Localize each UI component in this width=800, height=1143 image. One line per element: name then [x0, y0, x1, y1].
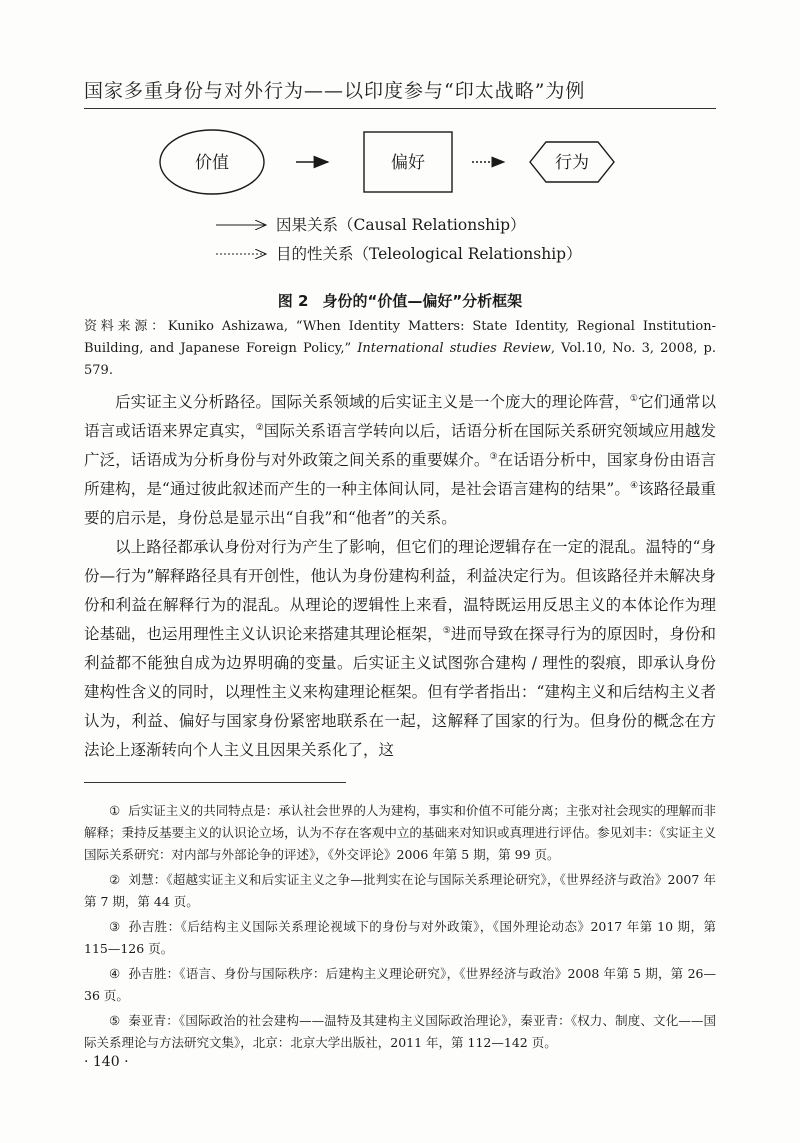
footnote-mark: ④	[109, 966, 121, 981]
footnote-mark: ①	[109, 803, 121, 818]
running-header: 国家多重身份与对外行为——以印度参与“印太战略”为例	[84, 80, 586, 102]
footnote-text: 孙吉胜：《后结构主义国际关系理论视域下的身份与对外政策》，《国外理论动态》2017 年第 10 期，第 115—126 页。	[84, 919, 716, 956]
p1-text-b: 它们通常以语言或话语来界定真实，	[84, 393, 716, 440]
legend-teleological-label: 目的性关系（Teleological Relationship）	[276, 245, 582, 263]
footnote-rule	[84, 782, 346, 783]
footnote-text: 刘慧：《超越实证主义和后实证主义之争—批判实在论与国际关系理论研究》，《世界经济与政治》2007 年第 7 期，第 44 页。	[84, 872, 716, 909]
footnote-text: 后实证主义的共同特点是：承认社会世界的人为建构，事实和价值不可能分离；主张对社会现实的理解而非解释；秉持反基要主义的认识论立场，认为不存在客观中立的基础来对知识或真理进行评估。参见刘丰：《实证主义国际关系研究：对内部与外部论争的评述》，《外交评论》2006 年第 5 期，第 99 页。	[84, 803, 716, 862]
footnote-5	[84, 1010, 716, 1054]
footnote-text: 孙吉胜：《语言、身份与国际秩序：后建构主义理论研究》，《世界经济与政治》2008 年第 5 期，第 26—36 页。	[84, 966, 716, 1003]
behavior-node-label: 行为	[555, 153, 589, 173]
footnote-3	[84, 916, 716, 960]
figure-caption	[0, 290, 800, 311]
source-prefix: 资料来源：	[84, 319, 168, 334]
value-preference-diagram	[150, 128, 650, 276]
header-rule	[84, 108, 716, 109]
value-node-label: 价值	[195, 153, 229, 173]
p1-text-d: 在话语分析中，国家身份由语言所建构，是“通过彼此叙述而产生的一种主体间认同，是社会语言建构的结果”。	[84, 451, 716, 498]
footnote-ref-5[interactable]: ⑤	[442, 626, 451, 636]
paragraph-1	[84, 388, 716, 533]
source-journal: International studies Review	[357, 341, 551, 356]
source-details: , Vol.10, No. 3, 2008, p. 579.	[84, 341, 717, 378]
footnote-2	[84, 869, 716, 913]
page-number: · 140 ·	[84, 1054, 129, 1070]
footnote-1	[84, 800, 716, 866]
footnote-ref-3[interactable]: ③	[489, 452, 498, 462]
footnote-4	[84, 963, 716, 1007]
source-authors: Kuniko Ashizawa, “When Identity Matters: State Identity, Regional Institution-Building, and Japanese Foreign Policy,”	[84, 319, 716, 356]
footnote-ref-1[interactable]: ①	[629, 394, 639, 404]
p1-text-e: 该路径最重要的启示是，身份总是显示出“自我”和“他者”的关系。	[84, 480, 716, 527]
footnote-ref-4[interactable]: ④	[629, 481, 639, 491]
figure-source	[84, 316, 716, 382]
p2-text-b: 进而导致在探寻行为的原因时，身份和利益都不能独自成为边界明确的变量。后实证主义试图弥合建构 / 理性的裂痕，即承认身份建构性含义的同时，以理性主义来构建理论框架。但有学者指出：“建构主义和后结构主义者认为，利益、偏好与国家身份紧密地联系在一起，这解释了国家的行为。但身份的概念在方法论上逐渐转向个人主义且因果关系化了，这	[84, 625, 716, 759]
footnote-mark: ②	[109, 872, 121, 887]
legend-causal-label: 因果关系（Causal Relationship）	[276, 216, 526, 234]
preference-node-label: 偏好	[391, 153, 425, 173]
paragraph-2	[84, 533, 716, 765]
footnote-text: 秦亚青：《国际政治的社会建构——温特及其建构主义国际政治理论》，秦亚青：《权力、制度、文化——国际关系理论与方法研究文集》，北京：北京大学出版社，2011 年，第 112—142 页。	[84, 1013, 716, 1050]
footnotes	[84, 800, 716, 1057]
p1-text-a: 后实证主义分析路径。国际关系领域的后实证主义是一个庞大的理论阵营，	[115, 393, 630, 411]
footnote-ref-2[interactable]: ②	[255, 423, 264, 433]
p2-text-a: 以上路径都承认身份对行为产生了影响，但它们的理论逻辑存在一定的混乱。温特的“身份—行为”解释路径具有开创性，他认为身份建构利益，利益决定行为。但该路径并未解决身份和利益在解释行为的混乱。从理论的逻辑性上来看，温特既运用反思主义的本体论作为理论基础，也运用理性主义认识论来搭建其理论框架，	[84, 538, 716, 643]
footnote-mark: ⑤	[109, 1013, 121, 1028]
figure-label: 图 2	[277, 292, 309, 310]
body-text	[84, 388, 716, 765]
figure-title: 身份的“价值—偏好”分析框架	[322, 292, 523, 310]
p1-text-c: 国际关系语言学转向以后，话语分析在国际关系研究领域应用越发广泛，话语成为分析身份与对外政策之间关系的重要媒介。	[84, 422, 716, 469]
footnote-mark: ③	[109, 919, 121, 934]
